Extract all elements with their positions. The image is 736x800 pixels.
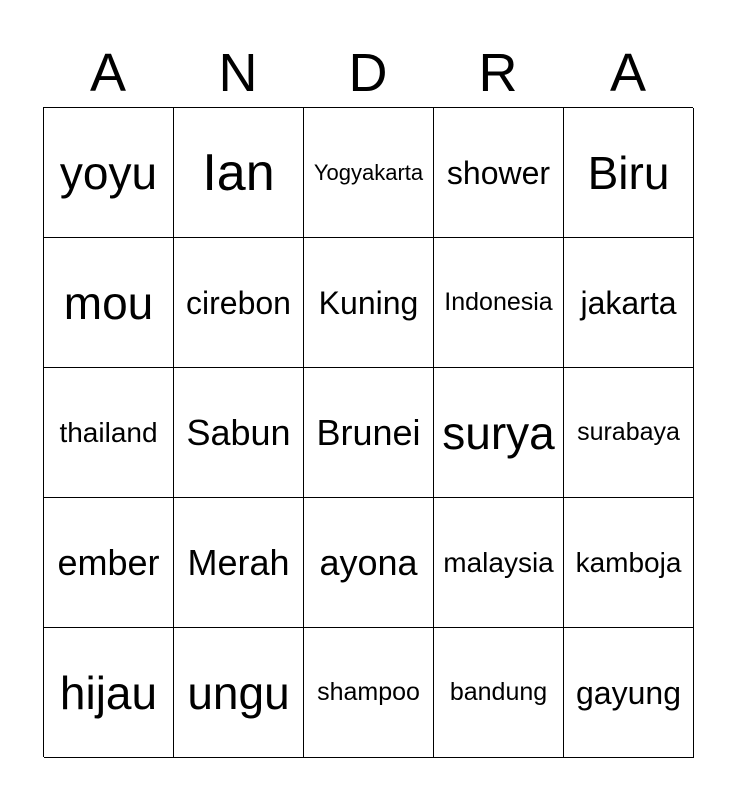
bingo-cell[interactable]: ungu <box>174 628 304 758</box>
bingo-cell[interactable]: ember <box>44 498 174 628</box>
bingo-cell[interactable]: Sabun <box>174 368 304 498</box>
header-letter-2: N <box>218 43 258 103</box>
bingo-cell[interactable]: Yogyakarta <box>304 108 434 238</box>
bingo-cell[interactable]: surabaya <box>564 368 694 498</box>
bingo-cell[interactable]: Brunei <box>304 368 434 498</box>
bingo-cell[interactable]: jakarta <box>564 238 694 368</box>
bingo-cell[interactable]: surya <box>434 368 564 498</box>
bingo-cell[interactable]: cirebon <box>174 238 304 368</box>
bingo-cell[interactable]: Ian <box>174 108 304 238</box>
bingo-header <box>43 40 693 106</box>
bingo-cell[interactable]: thailand <box>44 368 174 498</box>
header-letter-5: A <box>609 43 647 103</box>
bingo-cell[interactable]: Indonesia <box>434 238 564 368</box>
bingo-cell[interactable]: ayona <box>304 498 434 628</box>
bingo-cell[interactable]: hijau <box>44 628 174 758</box>
bingo-cell[interactable]: yoyu <box>44 108 174 238</box>
header-letter-3: D <box>348 43 388 103</box>
bingo-cell[interactable]: kamboja <box>564 498 694 628</box>
bingo-cell[interactable]: mou <box>44 238 174 368</box>
bingo-board <box>43 107 693 757</box>
header-letter-4: R <box>478 43 518 103</box>
bingo-cell[interactable]: shampoo <box>304 628 434 758</box>
bingo-cell[interactable]: Kuning <box>304 238 434 368</box>
bingo-cell[interactable]: Biru <box>564 108 694 238</box>
bingo-cell[interactable]: malaysia <box>434 498 564 628</box>
header-letter-1: A <box>89 43 127 103</box>
bingo-cell[interactable]: bandung <box>434 628 564 758</box>
bingo-cell[interactable]: shower <box>434 108 564 238</box>
bingo-cell[interactable]: Merah <box>174 498 304 628</box>
bingo-cell[interactable]: gayung <box>564 628 694 758</box>
